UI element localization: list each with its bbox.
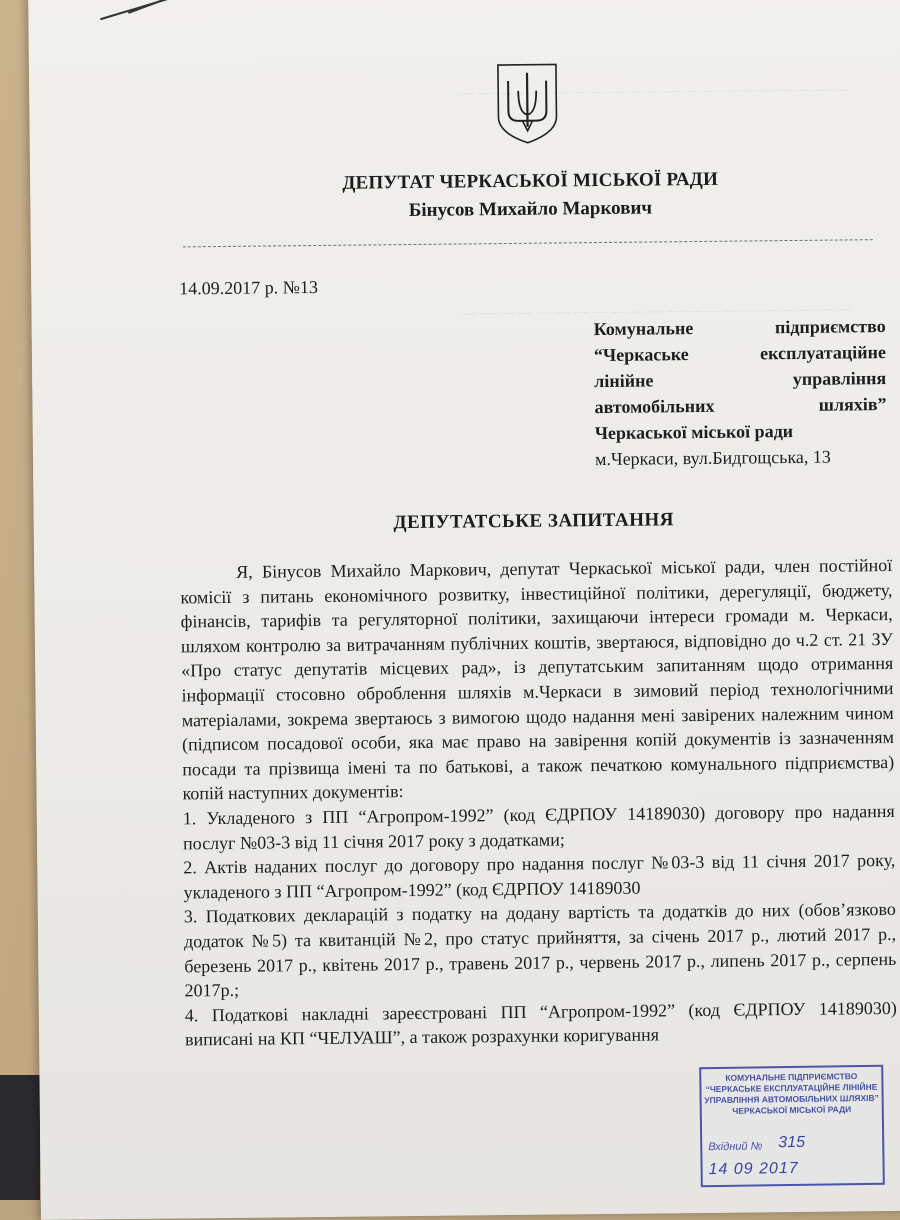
stamp-line: КОМУНАЛЬНЕ ПІДПРИЄМСТВО	[725, 1071, 858, 1083]
header-divider	[183, 239, 873, 247]
bleed-through-text: — — — — — — — — — — — — — — — — — — — — —	[459, 81, 850, 102]
addressee-address: м.Черкаси, вул.Бидгощська, 13	[594, 446, 831, 470]
addressee-line: Комунальне підприємство	[593, 316, 886, 340]
addressee-line: лінійне управління	[594, 368, 887, 392]
list-item: 4. Податкові накладні зареєстровані ПП “Агропром-1992” (код ЄДРПОУ 14189030) виписані на КП “ЧЕЛУАШ”, а також розрахунки коригування	[184, 997, 897, 1050]
document-title: ДЕПУТАТСЬКЕ ЗАПИТАННЯ	[393, 509, 675, 534]
header-deputy-name: Бінусов Михайло Маркович	[408, 197, 653, 222]
list-item: 3. Податкових декларацій з податку на додану вартість та додатків до них (обов’язково додаток №5) та квитанцій №2, про статус прийняття, за січень 2017 р., лютий 2017 р., березень 2017 р., квітень 2017 р., травень 2017 р., червень 2017 р., липень 2017 р., серпень 2017р.;	[183, 899, 897, 1001]
stamp-line: “ЧЕРКАСЬКЕ ЕКСПЛУАТАЦІЙНЕ ЛІНІЙНЕ	[705, 1081, 878, 1095]
pen-mark-icon	[98, 0, 188, 29]
bleed-through-text: — — — — — — — — — — — — — — — — — — — — —	[461, 301, 852, 322]
date-and-number: 14.09.2017 р. №13	[179, 276, 319, 299]
stamp-date: 14 09 2017	[708, 1159, 799, 1179]
addressee-block	[594, 313, 888, 472]
list-item: 2. Актів наданих послуг до договору про надання послуг №03-3 від 11 січня 2017 року, укладеного з ПП “Агропром-1992” (код ЄДРПОУ 14189030	[183, 850, 896, 903]
addressee-line: Черкаської міської ради	[594, 421, 794, 444]
stamp-incoming-label: Вхідний №	[708, 1140, 763, 1154]
intro-paragraph: Я, Бінусов Михайло Маркович, депутат Черкаської міської ради, член постійної комісії з питань економічного розвитку, інвестиційної політики, дерегуляції, бюджету, фінансів, тарифів та регуляторної політики, захищаючи інтереси громади м. Черкаси, шляхом контролю за витрачанням публічних коштів, звертаюся, відповідно до ч.2 ст. 21 ЗУ «Про статус депутатів місцевих рад», із депутатським запитанням щодо отримання інформації стосовно оброблення шляхів м.Черкаси в зимовий період технологічними матеріалами, зокрема звертаюсь з вимогою щодо надання мені завірених належним чином (підписом посадової особи, яка має право на завірення копій документів із зазначенням посади та прізвища імені та по батькові, а також печаткою комунального підприємства) копій наступних документів:	[180, 554, 895, 804]
addressee-line: автомобільних шляхів”	[594, 394, 887, 418]
header-title: ДЕПУТАТ ЧЕРКАСЬКОЇ МІСЬКОЇ РАДИ	[342, 168, 719, 194]
addressee-line: “Черкаське експлуатаційне	[593, 342, 887, 366]
incoming-stamp	[699, 1065, 885, 1188]
dark-object	[0, 1075, 40, 1200]
stamp-line: УПРАВЛІННЯ АВТОМОБІЛЬНИХ ШЛЯХІВ”	[704, 1092, 879, 1106]
document-page	[28, 0, 900, 1220]
document-body	[180, 553, 897, 1052]
list-item: 1. Укладеного з ПП “Агропром-1992” (код ЄДРПОУ 14189030) договору про надання послуг №03-3 від 11 січня 2017 року з додатками;	[182, 800, 895, 853]
stamp-incoming-number: 315	[778, 1133, 806, 1152]
stamp-line: ЧЕРКАСЬКОЇ МІСЬКОЇ РАДИ	[732, 1104, 852, 1116]
coat-of-arms-icon	[494, 60, 561, 145]
